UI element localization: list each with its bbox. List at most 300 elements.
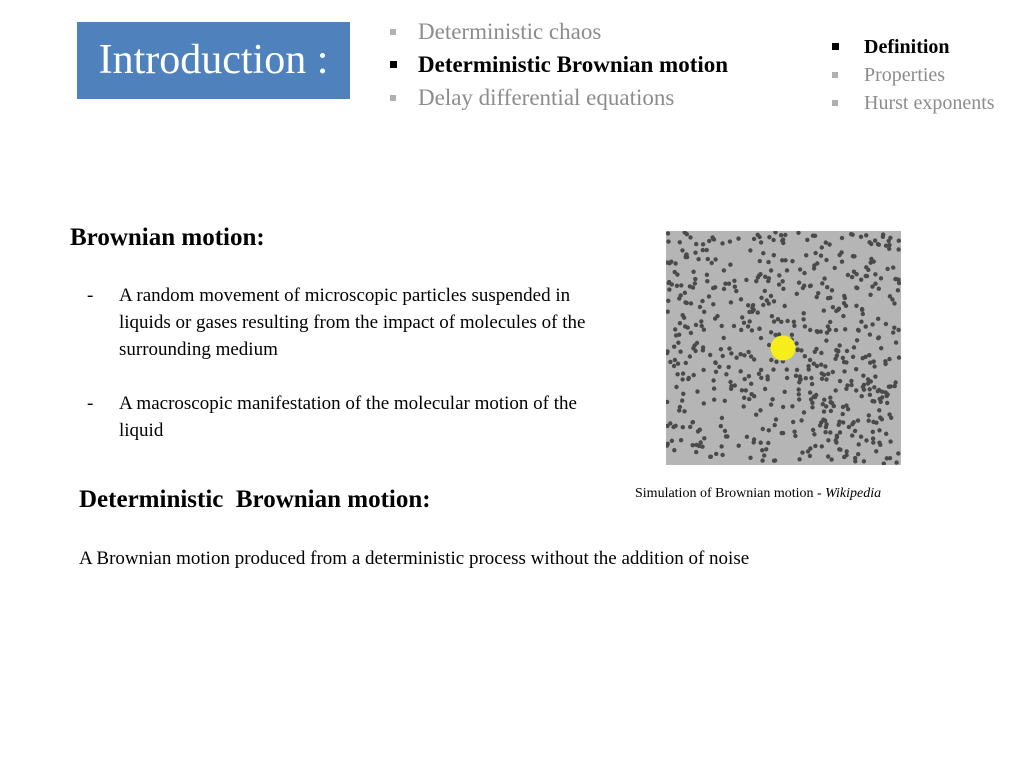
molecule-dot bbox=[802, 311, 806, 315]
molecule-dot bbox=[790, 404, 794, 408]
molecule-dot bbox=[809, 376, 813, 380]
molecule-dot bbox=[883, 362, 887, 366]
molecule-dot bbox=[860, 308, 864, 312]
molecule-dot bbox=[770, 314, 774, 318]
molecule-dot bbox=[819, 363, 823, 367]
molecule-dot bbox=[754, 279, 758, 283]
molecule-dot bbox=[698, 428, 702, 432]
nav-item-label: Hurst exponents bbox=[864, 92, 995, 114]
list-item bbox=[86, 390, 586, 444]
molecule-dot bbox=[807, 367, 811, 371]
molecule-dot bbox=[672, 345, 676, 349]
molecule-dot bbox=[841, 314, 845, 318]
molecule-dot bbox=[712, 386, 716, 390]
molecule-dot bbox=[801, 317, 805, 321]
molecule-dot bbox=[683, 291, 687, 295]
molecule-dot bbox=[783, 233, 787, 237]
molecule-dot bbox=[842, 455, 846, 459]
molecule-dot bbox=[854, 285, 858, 289]
molecule-dot bbox=[828, 320, 832, 324]
molecule-dot bbox=[769, 402, 773, 406]
molecule-dot bbox=[822, 409, 826, 413]
molecule-dot bbox=[838, 343, 842, 347]
molecule-dot bbox=[711, 302, 715, 306]
molecule-dot bbox=[872, 399, 876, 403]
molecule-dot bbox=[809, 284, 813, 288]
molecule-dot bbox=[742, 353, 746, 357]
molecule-dot bbox=[680, 248, 684, 252]
molecule-dot bbox=[713, 257, 717, 261]
molecule-dot bbox=[887, 412, 891, 416]
molecule-dot bbox=[829, 400, 833, 404]
nav-item-properties[interactable] bbox=[832, 61, 995, 89]
molecule-dot bbox=[815, 329, 819, 333]
molecule-dot bbox=[746, 303, 750, 307]
molecule-dot bbox=[803, 354, 807, 358]
molecule-dot bbox=[878, 415, 882, 419]
molecule-dot bbox=[691, 346, 695, 350]
molecule-dot bbox=[752, 357, 756, 361]
molecule-dot bbox=[722, 268, 726, 272]
molecule-dot bbox=[871, 440, 875, 444]
molecule-dot bbox=[845, 349, 849, 353]
molecule-dot bbox=[766, 279, 770, 283]
molecule-dot bbox=[860, 394, 864, 398]
molecule-dot bbox=[805, 238, 809, 242]
molecule-dot bbox=[825, 285, 829, 289]
molecule-dot bbox=[774, 417, 778, 421]
molecule-dot bbox=[896, 247, 900, 251]
molecule-dot bbox=[897, 355, 901, 359]
molecule-dot bbox=[849, 232, 853, 236]
molecule-dot bbox=[673, 327, 677, 331]
molecule-dot bbox=[732, 279, 736, 283]
molecule-dot bbox=[867, 413, 871, 417]
molecule-dot bbox=[747, 397, 751, 401]
molecule-dot bbox=[694, 443, 698, 447]
molecule-dot bbox=[688, 284, 692, 288]
caption-source: Wikipedia bbox=[825, 486, 882, 501]
molecule-dot bbox=[888, 439, 892, 443]
molecule-dot bbox=[845, 449, 849, 453]
molecule-dot bbox=[769, 330, 773, 334]
molecule-dot bbox=[868, 293, 872, 297]
molecule-dot bbox=[792, 320, 796, 324]
molecule-dot bbox=[772, 299, 776, 303]
molecule-dot bbox=[771, 367, 775, 371]
molecule-dot bbox=[705, 248, 709, 252]
molecule-dot bbox=[777, 282, 781, 286]
molecule-dot bbox=[794, 374, 798, 378]
molecule-dot bbox=[758, 259, 762, 263]
molecule-dot bbox=[878, 443, 882, 447]
molecule-dot bbox=[871, 436, 875, 440]
section-nav bbox=[390, 15, 728, 114]
molecule-dot bbox=[667, 287, 671, 291]
molecule-dot bbox=[680, 398, 684, 402]
dash-bullet: - bbox=[87, 393, 94, 414]
molecule-dot bbox=[864, 274, 868, 278]
molecule-dot bbox=[727, 365, 731, 369]
molecule-dot bbox=[854, 367, 858, 371]
molecule-dot bbox=[733, 285, 737, 289]
molecule-dot bbox=[804, 253, 808, 257]
molecule-dot bbox=[814, 347, 818, 351]
molecule-dot bbox=[783, 304, 787, 308]
molecule-dot bbox=[744, 388, 748, 392]
nav-item-label: Definition bbox=[864, 36, 950, 58]
molecule-dot bbox=[742, 396, 746, 400]
molecule-dot bbox=[820, 281, 824, 285]
molecule-dot bbox=[819, 351, 823, 355]
molecule-dot bbox=[854, 388, 858, 392]
molecule-dot bbox=[856, 452, 860, 456]
molecule-dot bbox=[743, 377, 747, 381]
molecule-dot bbox=[702, 328, 706, 332]
molecule-dot bbox=[828, 430, 832, 434]
molecule-dot bbox=[800, 450, 804, 454]
molecule-dot bbox=[754, 413, 758, 417]
molecule-dot bbox=[790, 333, 794, 337]
molecule-dot bbox=[749, 392, 753, 396]
molecule-dot bbox=[767, 301, 771, 305]
molecule-dot bbox=[759, 441, 763, 445]
molecule-dot bbox=[738, 352, 742, 356]
molecule-dot bbox=[702, 401, 706, 405]
molecule-dot bbox=[881, 235, 885, 239]
molecule-dot bbox=[811, 428, 815, 432]
molecule-dot bbox=[827, 328, 831, 332]
molecule-dot bbox=[766, 441, 770, 445]
molecule-dot bbox=[841, 356, 845, 360]
brownian-particle bbox=[771, 336, 796, 361]
molecule-dot bbox=[828, 396, 832, 400]
molecule-dot bbox=[871, 360, 875, 364]
molecule-dot bbox=[689, 301, 693, 305]
molecule-dot bbox=[667, 261, 671, 265]
nav-item-deterministic-brownian-motion[interactable] bbox=[390, 48, 728, 81]
molecule-dot bbox=[837, 253, 841, 257]
molecule-dot bbox=[843, 296, 847, 300]
molecule-dot bbox=[832, 404, 836, 408]
molecule-dot bbox=[763, 289, 767, 293]
molecule-dot bbox=[705, 273, 709, 277]
molecule-dot bbox=[785, 319, 789, 323]
molecule-dot bbox=[686, 325, 690, 329]
molecule-dot bbox=[797, 387, 801, 391]
molecule-dot bbox=[677, 296, 681, 300]
caption-text: Simulation of Brownian motion - bbox=[635, 486, 826, 501]
molecule-dot bbox=[748, 319, 752, 323]
molecule-dot bbox=[873, 282, 877, 286]
molecule-dot bbox=[769, 268, 773, 272]
molecule-dot bbox=[759, 296, 763, 300]
molecule-dot bbox=[777, 273, 781, 277]
molecule-dot bbox=[780, 431, 784, 435]
molecule-dot bbox=[864, 438, 868, 442]
molecule-dot bbox=[712, 398, 716, 402]
molecule-dot bbox=[845, 383, 849, 387]
molecule-dot bbox=[673, 358, 677, 362]
molecule-dot bbox=[821, 418, 825, 422]
molecule-dot bbox=[679, 438, 683, 442]
molecule-dot bbox=[752, 440, 756, 444]
molecule-dot bbox=[810, 382, 814, 386]
molecule-dot bbox=[752, 237, 756, 241]
molecule-dot bbox=[791, 420, 795, 424]
molecule-dot bbox=[798, 267, 802, 271]
molecule-dot bbox=[734, 289, 738, 293]
molecule-dot bbox=[872, 385, 876, 389]
molecule-dot bbox=[820, 245, 824, 249]
molecule-dot bbox=[758, 408, 762, 412]
molecule-dot bbox=[785, 268, 789, 272]
molecule-dot bbox=[680, 377, 684, 381]
molecule-dot bbox=[861, 374, 865, 378]
molecule-dot bbox=[867, 353, 871, 357]
molecule-dot bbox=[745, 435, 749, 439]
brownian-motion-points bbox=[86, 282, 586, 471]
molecule-dot bbox=[826, 438, 830, 442]
molecule-dot bbox=[766, 260, 770, 264]
molecule-dot bbox=[864, 265, 868, 269]
molecule-dot bbox=[880, 395, 884, 399]
molecule-dot bbox=[799, 348, 803, 352]
molecule-dot bbox=[707, 294, 711, 298]
molecule-dot bbox=[717, 365, 721, 369]
molecule-dot bbox=[867, 419, 871, 423]
molecule-dot bbox=[885, 401, 889, 405]
molecule-dot bbox=[887, 357, 891, 361]
molecule-dot bbox=[810, 405, 814, 409]
nav-item-label: Delay differential equations bbox=[418, 85, 675, 110]
molecule-dot bbox=[676, 341, 680, 345]
molecule-dot bbox=[861, 356, 865, 360]
molecule-dot bbox=[761, 251, 765, 255]
molecule-dot bbox=[764, 447, 768, 451]
molecule-dot bbox=[877, 408, 881, 412]
molecule-dot bbox=[808, 328, 812, 332]
molecule-dot bbox=[774, 360, 778, 364]
molecule-dot bbox=[682, 409, 686, 413]
square-bullet-icon bbox=[390, 95, 396, 101]
molecule-dot bbox=[831, 370, 835, 374]
molecule-dot bbox=[758, 272, 762, 276]
molecule-dot bbox=[870, 322, 874, 326]
molecule-dot bbox=[666, 239, 670, 243]
molecule-dot bbox=[877, 287, 881, 291]
list-item-text: A macroscopic manifestation of the molecular motion of the liquid bbox=[119, 393, 577, 441]
molecule-dot bbox=[890, 297, 894, 301]
slide-title: Introduction : bbox=[77, 22, 350, 99]
molecule-dot bbox=[761, 427, 765, 431]
molecule-dot bbox=[781, 279, 785, 283]
molecule-dot bbox=[822, 308, 826, 312]
molecule-dot bbox=[838, 430, 842, 434]
molecule-dot bbox=[750, 328, 754, 332]
list-item-text: A random movement of microscopic particles suspended in liquids or gases resulting from the impact of molecules of the surrounding medium bbox=[119, 285, 586, 360]
molecule-dot bbox=[896, 328, 900, 332]
molecule-dot bbox=[695, 341, 699, 345]
molecule-dot bbox=[798, 377, 802, 381]
molecule-dot bbox=[873, 374, 877, 378]
molecule-dot bbox=[874, 449, 878, 453]
figure-caption bbox=[635, 485, 881, 503]
molecule-dot bbox=[742, 321, 746, 325]
molecule-dot bbox=[690, 420, 694, 424]
molecule-dot bbox=[747, 310, 751, 314]
molecule-dot bbox=[728, 239, 732, 243]
molecule-dot bbox=[841, 420, 845, 424]
molecule-dot bbox=[688, 425, 692, 429]
molecule-dot bbox=[850, 275, 854, 279]
molecule-dot bbox=[896, 288, 900, 292]
molecule-dot bbox=[701, 368, 705, 372]
molecule-dot bbox=[840, 236, 844, 240]
molecule-dot bbox=[781, 287, 785, 291]
molecule-dot bbox=[708, 353, 712, 357]
molecule-dot bbox=[884, 432, 888, 436]
molecule-dot bbox=[859, 435, 863, 439]
brownian-simulation-graphic bbox=[666, 231, 901, 465]
dash-bullet: - bbox=[87, 285, 94, 306]
molecule-dot bbox=[828, 296, 832, 300]
molecule-dot bbox=[720, 453, 724, 457]
molecule-dot bbox=[808, 454, 812, 458]
molecule-dot bbox=[834, 388, 838, 392]
molecule-dot bbox=[681, 371, 685, 375]
nav-item-hurst-exponents[interactable] bbox=[832, 89, 995, 117]
molecule-dot bbox=[707, 239, 711, 243]
molecule-dot bbox=[859, 235, 863, 239]
square-bullet-icon bbox=[832, 72, 838, 78]
molecule-dot bbox=[674, 385, 678, 389]
molecule-dot bbox=[694, 242, 698, 246]
molecule-dot bbox=[889, 384, 893, 388]
molecule-dot bbox=[698, 305, 702, 309]
molecule-dot bbox=[705, 279, 709, 283]
molecule-dot bbox=[759, 368, 763, 372]
molecule-dot bbox=[783, 390, 787, 394]
molecule-dot bbox=[685, 232, 689, 236]
molecule-dot bbox=[815, 295, 819, 299]
molecule-dot bbox=[737, 444, 741, 448]
molecule-dot bbox=[673, 424, 677, 428]
molecule-dot bbox=[714, 370, 718, 374]
molecule-dot bbox=[824, 240, 828, 244]
molecule-dot bbox=[702, 310, 706, 314]
molecule-dot bbox=[744, 278, 748, 282]
molecule-dot bbox=[834, 440, 838, 444]
molecule-dot bbox=[793, 434, 797, 438]
molecule-dot bbox=[696, 257, 700, 261]
molecule-dot bbox=[842, 369, 846, 373]
molecule-dot bbox=[724, 372, 728, 376]
molecule-dot bbox=[668, 360, 672, 364]
molecule-dot bbox=[887, 239, 891, 243]
molecule-dot bbox=[835, 435, 839, 439]
molecule-dot bbox=[884, 244, 888, 248]
molecule-dot bbox=[879, 276, 883, 280]
molecule-dot bbox=[760, 448, 764, 452]
molecule-dot bbox=[700, 445, 704, 449]
molecule-dot bbox=[708, 455, 712, 459]
molecule-dot bbox=[894, 460, 898, 464]
nav-item-deterministic-chaos[interactable] bbox=[390, 15, 728, 48]
molecule-dot bbox=[694, 450, 698, 454]
molecule-dot bbox=[715, 314, 719, 318]
square-bullet-icon bbox=[832, 100, 838, 106]
molecule-dot bbox=[740, 388, 744, 392]
molecule-dot bbox=[869, 242, 873, 246]
molecule-dot bbox=[675, 284, 679, 288]
molecule-dot bbox=[712, 237, 716, 241]
molecule-dot bbox=[892, 301, 896, 305]
molecule-dot bbox=[721, 354, 725, 358]
molecule-dot bbox=[827, 242, 831, 246]
molecule-dot bbox=[840, 260, 844, 264]
molecule-dot bbox=[733, 383, 737, 387]
molecule-dot bbox=[723, 282, 727, 286]
molecule-dot bbox=[681, 392, 685, 396]
square-bullet-icon bbox=[832, 43, 839, 50]
molecule-dot bbox=[829, 457, 833, 461]
molecule-dot bbox=[785, 376, 789, 380]
molecule-dot bbox=[842, 301, 846, 305]
deterministic-brownian-motion-definition: A Brownian motion produced from a deterministic process without the addition of noise bbox=[79, 548, 750, 569]
molecule-dot bbox=[891, 330, 895, 334]
molecule-dot bbox=[759, 336, 763, 340]
molecule-dot bbox=[693, 277, 697, 281]
molecule-dot bbox=[679, 283, 683, 287]
molecule-dot bbox=[833, 266, 837, 270]
molecule-dot bbox=[823, 364, 827, 368]
molecule-dot bbox=[706, 257, 710, 261]
molecule-dot bbox=[719, 347, 723, 351]
molecule-dot bbox=[701, 242, 705, 246]
molecule-dot bbox=[770, 397, 774, 401]
molecule-dot bbox=[829, 409, 833, 413]
molecule-dot bbox=[729, 300, 733, 304]
molecule-dot bbox=[837, 420, 841, 424]
molecule-dot bbox=[796, 347, 800, 351]
molecule-dot bbox=[854, 304, 858, 308]
molecule-dot bbox=[723, 399, 727, 403]
molecule-dot bbox=[710, 261, 714, 265]
molecule-dot bbox=[876, 389, 880, 393]
molecule-dot bbox=[808, 358, 812, 362]
molecule-dot bbox=[739, 328, 743, 332]
molecule-dot bbox=[864, 233, 868, 237]
molecule-dot bbox=[790, 259, 794, 263]
molecule-dot bbox=[877, 335, 881, 339]
molecule-dot bbox=[797, 392, 801, 396]
nav-item-definition[interactable] bbox=[832, 33, 995, 61]
molecule-dot bbox=[896, 451, 900, 455]
molecule-dot bbox=[849, 379, 853, 383]
molecule-dot bbox=[727, 346, 731, 350]
molecule-dot bbox=[873, 272, 877, 276]
molecule-dot bbox=[689, 331, 693, 335]
molecule-dot bbox=[688, 235, 692, 239]
molecule-dot bbox=[877, 428, 881, 432]
nav-item-delay-differential-equations[interactable] bbox=[390, 81, 728, 114]
molecule-dot bbox=[692, 373, 696, 377]
molecule-dot bbox=[847, 425, 851, 429]
molecule-dot bbox=[739, 369, 743, 373]
molecule-dot bbox=[668, 421, 672, 425]
molecule-dot bbox=[701, 248, 705, 252]
